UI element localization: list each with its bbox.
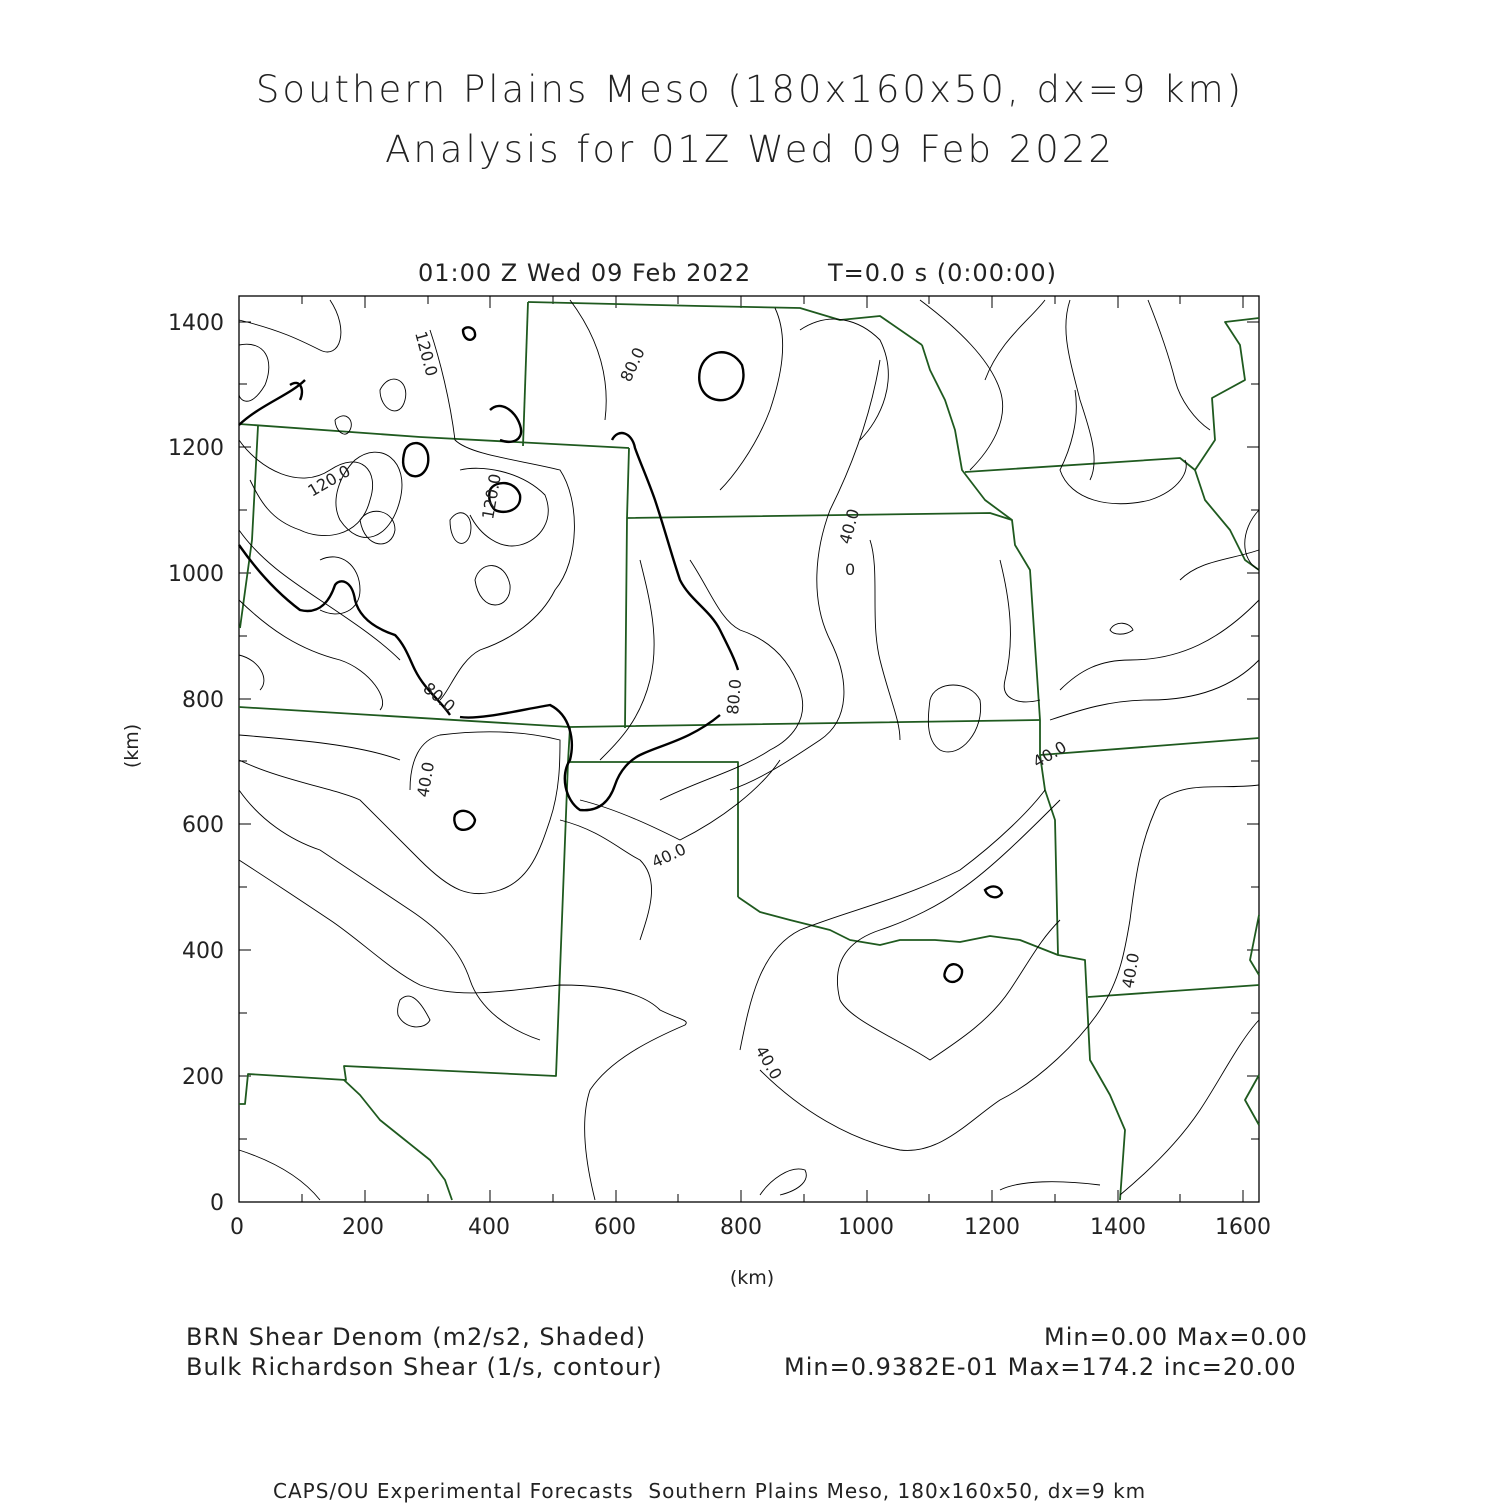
contour-label: 120.0 [478, 472, 505, 521]
x-tick-label: 1000 [838, 1215, 894, 1240]
contour-label: 120.0 [304, 461, 354, 501]
legend-field-2-stats: Min=0.9382E-01 Max=174.2 inc=20.00 [784, 1353, 1297, 1381]
state-boundaries [239, 302, 1259, 1200]
x-tick-label: 800 [720, 1215, 762, 1240]
contour-label: 80.0 [723, 678, 746, 716]
title-line-2: Analysis for 01Z Wed 09 Feb 2022 [385, 128, 1115, 171]
contour-label: 40.0 [751, 1042, 786, 1083]
contour-label: 40.0 [835, 506, 864, 547]
y-tick-label: 1000 [168, 562, 224, 587]
y-axis-title: (km) [121, 723, 143, 769]
x-tick-label: 200 [342, 1215, 384, 1240]
x-tick-label: 1400 [1090, 1215, 1146, 1240]
footer-credit: CAPS/OU Experimental Forecasts Southern Plains Meso, 180x160x50, dx=9 km [273, 1479, 1147, 1503]
legend-field-1-stats: Min=0.00 Max=0.00 [1044, 1323, 1308, 1351]
y-tick-label: 200 [182, 1065, 224, 1090]
time-step-label: T=0.0 s (0:00:00) [828, 259, 1057, 287]
contour-label: 0 [845, 560, 856, 579]
bold-contour-lines [239, 327, 1002, 982]
y-tick-label: 1400 [168, 311, 224, 336]
x-tick-label: 1200 [964, 1215, 1020, 1240]
contour-label: 80.0 [616, 344, 649, 385]
contour-label: 40.0 [648, 839, 689, 872]
y-tick-label: 0 [210, 1191, 224, 1216]
contour-label: 40.0 [1118, 951, 1144, 990]
y-tick-label: 800 [182, 688, 224, 713]
x-tick-label: 400 [468, 1215, 510, 1240]
contour-label: 80.0 [419, 678, 459, 716]
contour-label: 40.0 [413, 760, 439, 799]
legend-field-1-name: BRN Shear Denom (m2/s2, Shaded) [186, 1323, 647, 1351]
contour-label: 40.0 [1029, 737, 1070, 772]
y-tick-label: 600 [182, 813, 224, 838]
y-tick-label: 1200 [168, 436, 224, 461]
x-tick-label: 0 [230, 1215, 244, 1240]
contour-label: 120.0 [411, 329, 442, 379]
valid-time-label: 01:00 Z Wed 09 Feb 2022 [418, 259, 752, 287]
legend-field-2-name: Bulk Richardson Shear (1/s, contour) [186, 1353, 663, 1381]
x-tick-label: 1600 [1215, 1215, 1271, 1240]
x-tick-label: 600 [594, 1215, 636, 1240]
y-tick-label: 400 [182, 939, 224, 964]
x-axis-title: (km) [729, 1267, 775, 1289]
title-line-1: Southern Plains Meso (180x160x50, dx=9 km) [255, 68, 1245, 111]
